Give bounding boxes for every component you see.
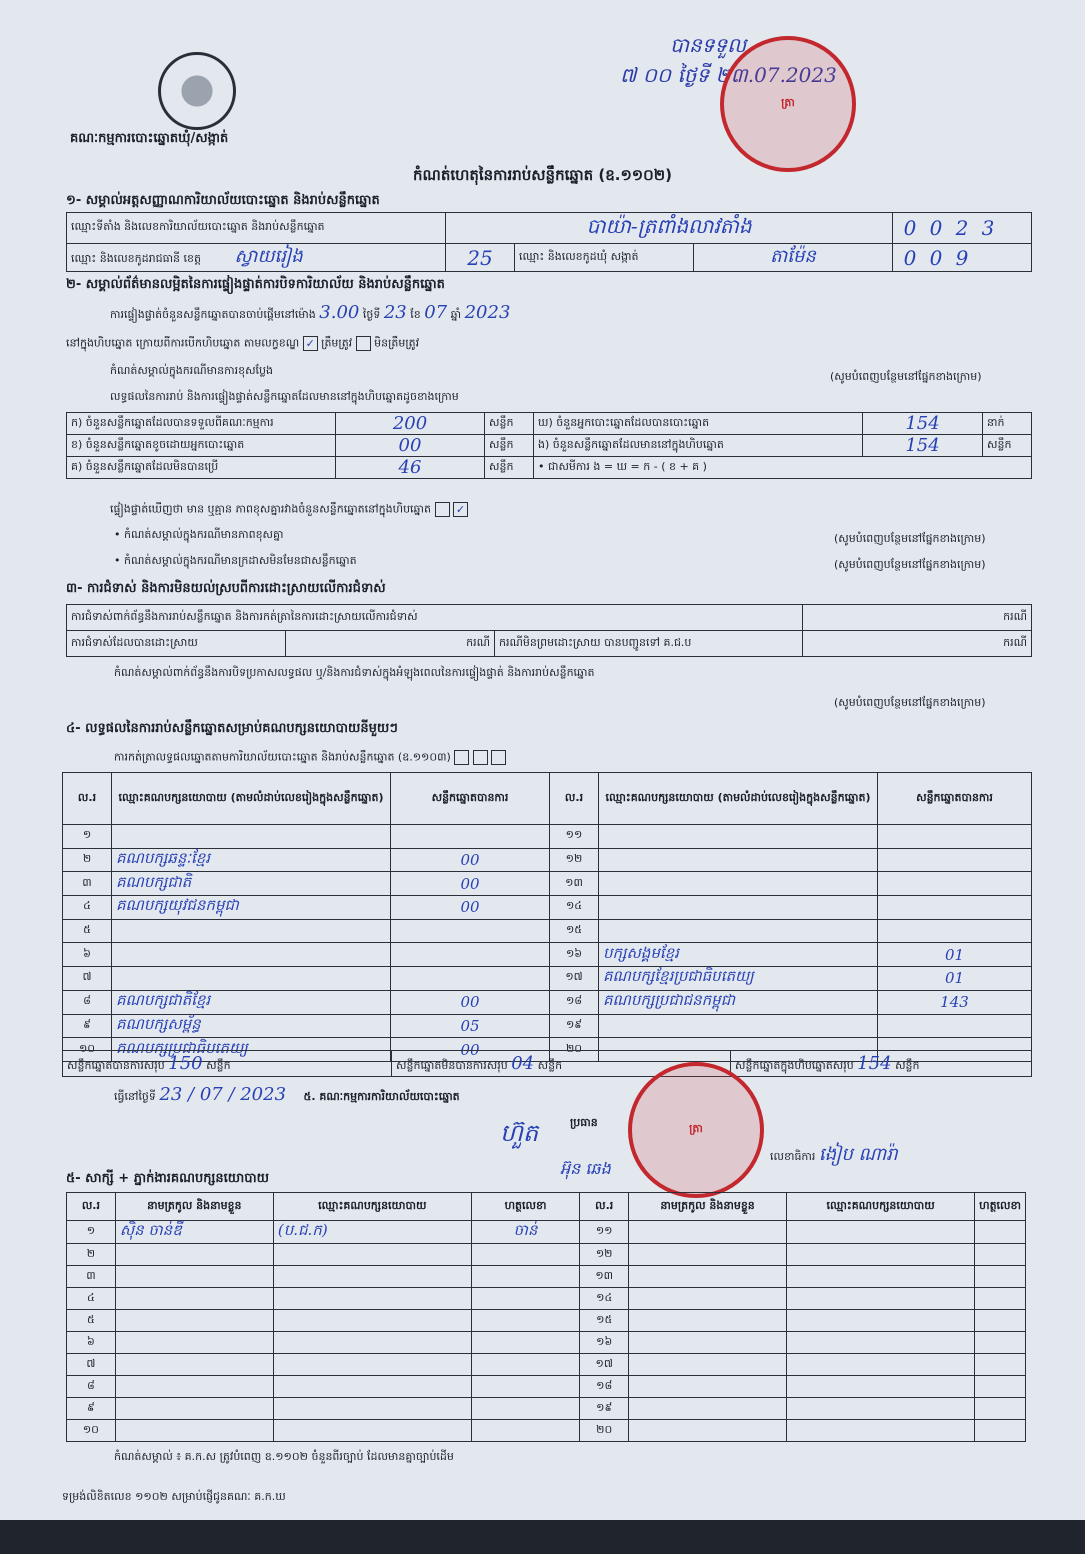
count-label: ក) ចំនួនសន្លឹកឆ្នោតដែលបានទទួលពីគណៈកម្មការ bbox=[67, 413, 336, 435]
witness-name bbox=[115, 1354, 273, 1376]
witness-no: ២ bbox=[67, 1244, 116, 1266]
copy-checkbox[interactable] bbox=[473, 750, 488, 765]
witness-name bbox=[115, 1332, 273, 1354]
witness-sign bbox=[471, 1420, 580, 1442]
witness-row bbox=[67, 1332, 1026, 1354]
witness-sign bbox=[975, 1266, 1026, 1288]
witness-sign bbox=[975, 1420, 1026, 1442]
witness-no: ១៣ bbox=[580, 1266, 629, 1288]
col-party: ឈ្មោះគណបក្សនយោបាយ (តាមលំដាប់លេខរៀងក្នុងសន្លឹកឆ្នោត) bbox=[599, 773, 878, 825]
witness-no: ១២ bbox=[580, 1244, 629, 1266]
case-unit: ករណី bbox=[803, 631, 1032, 657]
witness-no: ១៦ bbox=[580, 1332, 629, 1354]
count-value: 00 bbox=[336, 435, 485, 457]
station-digit: 0 bbox=[929, 216, 943, 240]
condition-text: នៅក្នុងហិបឆ្នោត ក្រោយពីការបើកហិបឆ្នោត តាមលក្ខខណ្ឌ bbox=[66, 336, 300, 350]
result-no: ៥ bbox=[63, 919, 112, 943]
witness-row bbox=[67, 1354, 1026, 1376]
count-value: 200 bbox=[336, 413, 485, 435]
witness-row bbox=[67, 1398, 1026, 1420]
province-value: ស្វាយរៀង bbox=[234, 246, 303, 267]
result-no: ១៤ bbox=[550, 896, 599, 920]
fill-hint: (សូមបំពេញបន្ថែមនៅផ្នែកខាងក្រោម) bbox=[834, 696, 986, 709]
witness-no: ១៨ bbox=[580, 1376, 629, 1398]
witness-name bbox=[629, 1420, 787, 1442]
bullet-paper: • កំណត់សម្គាល់ក្នុងករណីមានក្រដាសមិនមែនជាសន្លឹកឆ្នោត bbox=[114, 554, 357, 567]
invalid-total-value: 04 bbox=[511, 1052, 535, 1074]
witness-sign bbox=[471, 1332, 580, 1354]
totals-table bbox=[62, 1050, 1032, 1077]
box-total-value: 154 bbox=[857, 1052, 892, 1074]
result-party bbox=[599, 896, 878, 920]
result-no: ១៣ bbox=[550, 872, 599, 896]
count-unit: សន្លឹក bbox=[983, 435, 1032, 457]
col-name: នាមត្រកូល និងនាមខ្លួន bbox=[629, 1193, 787, 1221]
witness-party bbox=[787, 1288, 975, 1310]
start-time-label: ការផ្ទៀងផ្ទាត់ចំនួនសន្លឹកឆ្នោតបានចាប់ផ្ដើមនៅម៉ោង bbox=[110, 308, 316, 321]
copy-checkbox[interactable] bbox=[454, 750, 469, 765]
result-party: គណបក្សប្រជាធិបតេយ្យ bbox=[112, 1038, 391, 1062]
result-party bbox=[112, 943, 391, 967]
witness-party bbox=[787, 1332, 975, 1354]
objection-row1-label: ការជំទាស់ពាក់ព័ន្ធនឹងការរាប់សន្លឹកឆ្នោត និងការកត់ត្រានៃការដោះស្រាយលើការជំទាស់ bbox=[67, 605, 803, 631]
col-party: ឈ្មោះគណបក្សនយោបាយ bbox=[273, 1193, 471, 1221]
witness-no: ៣ bbox=[67, 1266, 116, 1288]
result-no: ៩ bbox=[63, 1014, 112, 1038]
total-unit: សន្លឹក bbox=[206, 1058, 231, 1072]
result-no: ១១ bbox=[550, 825, 599, 849]
witness-name bbox=[115, 1376, 273, 1398]
result-no: ២ bbox=[63, 848, 112, 872]
witness-party bbox=[787, 1266, 975, 1288]
witness-party bbox=[787, 1398, 975, 1420]
witness-no: ១១ bbox=[580, 1221, 629, 1244]
result-votes: 05 bbox=[391, 1014, 550, 1038]
result-no: ១២ bbox=[550, 848, 599, 872]
year-value: 2023 bbox=[464, 302, 511, 323]
witness-name bbox=[115, 1398, 273, 1420]
count-value: 46 bbox=[336, 457, 485, 479]
result-party: គណបក្សសម្ព័ន្ធ bbox=[112, 1014, 391, 1038]
issuing-body-name: គណៈកម្មការបោះឆ្នោតឃុំ/សង្កាត់ bbox=[70, 131, 229, 146]
section3-heading: ៣- ការជំទាស់ និងការមិនយល់ស្របពីការដោះស្រាយលើការជំទាស់ bbox=[66, 581, 386, 596]
witness-sign bbox=[471, 1310, 580, 1332]
results-row bbox=[63, 1014, 1032, 1038]
witness-sign bbox=[471, 1376, 580, 1398]
box-total bbox=[731, 1051, 1032, 1077]
witness-name bbox=[115, 1420, 273, 1442]
count-value: 154 bbox=[863, 413, 983, 435]
fill-hint: (សូមបំពេញបន្ថែមនៅផ្នែកខាងក្រោម) bbox=[834, 558, 986, 571]
result-party: គណបក្សខ្មែរប្រជាធិបតេយ្យ bbox=[599, 967, 878, 991]
objection-note: កំណត់សម្គាល់ពាក់ព័ន្ធនឹងការបិទប្រកាសលទ្ធផល ឬ/និងការជំទាស់ក្នុងអំឡុងពេលនៃការផ្ទៀងផ្ទាត់ និងការរាប់សន្លឹកឆ្នោត bbox=[114, 666, 595, 679]
results-row bbox=[63, 990, 1032, 1014]
bottom-note: ទម្រង់លិខិតលេខ ១១០២ សម្រាប់ផ្ញើជូនគណៈ គ.ក.ឃ bbox=[62, 1490, 286, 1503]
witness-header-row bbox=[67, 1193, 1026, 1221]
witness-sign bbox=[975, 1221, 1026, 1244]
month-value: 07 bbox=[424, 302, 448, 323]
witness-name bbox=[115, 1266, 273, 1288]
witness-sign bbox=[975, 1244, 1026, 1266]
witness-row bbox=[67, 1244, 1026, 1266]
count-unit: សន្លឹក bbox=[485, 435, 534, 457]
total-unit: សន្លឹក bbox=[895, 1058, 920, 1072]
section2-heading: ២- សម្គាល់ព័ត៌មានលម្អិតនៃការផ្ទៀងផ្ទាត់ការបិទការិយាល័យ និងរាប់សន្លឹកឆ្នោត bbox=[66, 277, 445, 292]
witness-no: ១៩ bbox=[580, 1398, 629, 1420]
count-row bbox=[67, 435, 1032, 457]
col-no: ល.រ bbox=[550, 773, 599, 825]
witness-party: (ប.ជ.ក) bbox=[273, 1221, 471, 1244]
witness-name bbox=[115, 1244, 273, 1266]
result-votes: 00 bbox=[391, 896, 550, 920]
witness-sign: ចាន់ bbox=[471, 1221, 580, 1244]
stamp-text: ត្រា bbox=[781, 96, 795, 109]
witness-table bbox=[66, 1192, 1026, 1442]
date-line bbox=[114, 1084, 460, 1106]
witness-name bbox=[629, 1354, 787, 1376]
result-no: ១៦ bbox=[550, 943, 599, 967]
result-party bbox=[112, 825, 391, 849]
secretary-signature: ងៀប ណារ៉ា bbox=[818, 1144, 898, 1165]
count-unit: នាក់ bbox=[983, 413, 1032, 435]
witness-party bbox=[787, 1376, 975, 1398]
chair-signature: ហ៊ួត bbox=[500, 1119, 539, 1147]
start-time-value: 3.00 bbox=[319, 302, 360, 323]
equation-text: • ជាសមីការ ង = ឃ = ក - ( ខ + គ ) bbox=[534, 457, 1032, 479]
month-label: ខែ bbox=[410, 308, 421, 321]
official-stamp-bottom bbox=[628, 1062, 764, 1198]
witness-party bbox=[787, 1354, 975, 1376]
results-header-row bbox=[63, 773, 1032, 825]
witness-row bbox=[67, 1420, 1026, 1442]
witness-sign bbox=[471, 1244, 580, 1266]
count-unit: សន្លឹក bbox=[485, 457, 534, 479]
result-votes: 01 bbox=[878, 967, 1032, 991]
col-votes: សន្លឹកឆ្នោតបានការ bbox=[878, 773, 1032, 825]
count-label: ង) ចំនួនសន្លឹកឆ្នោតដែលមាននៅក្នុងហិបឆ្នោត bbox=[534, 435, 863, 457]
col-no: ល.រ bbox=[67, 1193, 116, 1221]
col-sign: ហត្ថលេខា bbox=[471, 1193, 580, 1221]
result-votes: 143 bbox=[878, 990, 1032, 1014]
witness-row bbox=[67, 1310, 1026, 1332]
result-votes bbox=[878, 872, 1032, 896]
witness-party bbox=[273, 1376, 471, 1398]
case-unit: ករណី bbox=[803, 605, 1032, 631]
secretary-label: លេខាធិការ bbox=[770, 1150, 816, 1163]
secretary-line bbox=[770, 1142, 898, 1169]
results-table bbox=[62, 772, 1032, 1062]
correct-label: ត្រឹមត្រូវ bbox=[321, 336, 353, 350]
witness-sign bbox=[975, 1398, 1026, 1420]
witness-no: ១ bbox=[67, 1221, 116, 1244]
emblem-logo-icon bbox=[158, 52, 236, 130]
witness-name bbox=[629, 1398, 787, 1420]
witness-sign bbox=[471, 1354, 580, 1376]
count-value: 154 bbox=[863, 435, 983, 457]
witness-party bbox=[273, 1266, 471, 1288]
witness-sign bbox=[471, 1398, 580, 1420]
witness-no: ១៥ bbox=[580, 1310, 629, 1332]
receipt-time: ៧ ០០ ថ្ងៃទី ២៣.07.2023 bbox=[620, 63, 837, 87]
count-label: គ) ចំនួនសន្លឹកឆ្នោតដែលមិនបានប្រើ bbox=[67, 457, 336, 479]
section2-line2 bbox=[66, 336, 419, 353]
result-votes bbox=[878, 848, 1032, 872]
witness-party bbox=[273, 1354, 471, 1376]
witness-party bbox=[273, 1310, 471, 1332]
result-votes bbox=[878, 1014, 1032, 1038]
witness-no: ៦ bbox=[67, 1332, 116, 1354]
result-party: គណបក្សជាតិខ្មែរ bbox=[112, 990, 391, 1014]
discrepancy-note-label: កំណត់សម្គាល់ក្នុងករណីមានការខុសប្លែង bbox=[110, 364, 274, 377]
result-votes bbox=[391, 919, 550, 943]
col-no: ល.រ bbox=[63, 773, 112, 825]
section4-sub bbox=[114, 750, 506, 767]
results-row bbox=[63, 896, 1032, 920]
result-party bbox=[112, 967, 391, 991]
result-no: ១៥ bbox=[550, 919, 599, 943]
witness-no: ៧ bbox=[67, 1354, 116, 1376]
witness-party bbox=[273, 1244, 471, 1266]
result-votes bbox=[878, 919, 1032, 943]
witness-row bbox=[67, 1266, 1026, 1288]
col-votes: សន្លឹកឆ្នោតបានការ bbox=[391, 773, 550, 825]
col-party: ឈ្មោះគណបក្សនយោបាយ bbox=[787, 1193, 975, 1221]
results-row bbox=[63, 919, 1032, 943]
result-votes bbox=[391, 967, 550, 991]
member-signature: អ៊ុន ឆេង bbox=[560, 1159, 611, 1178]
box-total-label: សន្លឹកឆ្នោតក្នុងហិបឆ្នោតសរុប bbox=[735, 1058, 854, 1072]
date-label: ធ្វើនៅថ្ងៃទី bbox=[114, 1090, 156, 1103]
section2-line1 bbox=[110, 302, 1030, 324]
invalid-total-label: សន្លឹកឆ្នោតមិនបានការសរុប bbox=[396, 1058, 508, 1072]
result-party: បក្សសង្គមខ្មែរ bbox=[599, 943, 878, 967]
section5-heading: ៥- សាក្សី + ភ្នាក់ងារគណបក្សនយោបាយ bbox=[66, 1171, 269, 1186]
result-no: ៣ bbox=[63, 872, 112, 896]
result-party bbox=[599, 1014, 878, 1038]
resolved-label: ការជំទាស់ដែលបានដោះស្រាយ bbox=[67, 631, 286, 657]
results-intro: លទ្ធផលនៃការរាប់ និងការផ្ទៀងផ្ទាត់សន្លឹកឆ្នោតដែលមាននៅក្នុងហិបឆ្នោតដូចខាងក្រោម bbox=[110, 390, 459, 403]
witness-name bbox=[629, 1288, 787, 1310]
day-label: ថ្ងៃទី bbox=[362, 308, 381, 321]
result-party bbox=[112, 919, 391, 943]
correct-checkbox[interactable]: ✓ bbox=[303, 336, 318, 351]
result-votes bbox=[391, 943, 550, 967]
witness-party bbox=[787, 1310, 975, 1332]
commune-code bbox=[893, 244, 1032, 272]
results-row bbox=[63, 943, 1032, 967]
witness-party bbox=[273, 1420, 471, 1442]
commune-digit: 0 bbox=[903, 245, 917, 270]
witness-row bbox=[67, 1288, 1026, 1310]
results-row bbox=[63, 825, 1032, 849]
result-no: ១០ bbox=[63, 1038, 112, 1062]
scan-edge bbox=[0, 1520, 1085, 1554]
check-line bbox=[110, 502, 468, 519]
witness-party bbox=[273, 1398, 471, 1420]
result-no: ១ bbox=[63, 825, 112, 849]
province-label bbox=[67, 244, 446, 272]
witness-sign bbox=[975, 1288, 1026, 1310]
has-diff-checkbox[interactable] bbox=[435, 502, 450, 517]
witness-sign bbox=[975, 1310, 1026, 1332]
col-no: ល.រ bbox=[580, 1193, 629, 1221]
result-no: ៦ bbox=[63, 943, 112, 967]
result-no: ៨ bbox=[63, 990, 112, 1014]
section4-heading: ៤- លទ្ធផលនៃការរាប់សន្លឹកឆ្នោតសម្រាប់គណបក្សនយោបាយនីមួយៗ bbox=[66, 721, 398, 736]
result-votes: 00 bbox=[391, 848, 550, 872]
copy-checkbox[interactable] bbox=[491, 750, 506, 765]
province-code: 25 bbox=[446, 244, 515, 272]
result-votes: 00 bbox=[391, 872, 550, 896]
witness-no: ១៤ bbox=[580, 1288, 629, 1310]
witness-sign bbox=[471, 1288, 580, 1310]
case-unit: ករណី bbox=[286, 631, 495, 657]
witness-no: ៤ bbox=[67, 1288, 116, 1310]
date-value: 23 / 07 / 2023 bbox=[159, 1084, 287, 1105]
station-digit: 2 bbox=[955, 216, 969, 240]
incorrect-label: មិនត្រឹមត្រូវ bbox=[374, 336, 420, 350]
count-row bbox=[67, 457, 1032, 479]
result-votes: 01 bbox=[878, 943, 1032, 967]
check-line-text: ផ្ទៀងផ្ទាត់ឃើញថា មាន ឬគ្មាន ភាពខុសគ្នារវាងចំនួនសន្លឹកឆ្នោតនៅក្នុងហិបឆ្នោត bbox=[110, 502, 431, 516]
count-table bbox=[66, 412, 1032, 479]
section4-sub-text: ការកត់ត្រាលទ្ធផលឆ្នោតតាមការិយាល័យបោះឆ្នោត និងរាប់សន្លឹកឆ្នោត (ឧ.១១០៣) bbox=[114, 750, 451, 764]
witness-sign bbox=[975, 1376, 1026, 1398]
result-no: ១៨ bbox=[550, 990, 599, 1014]
result-no: ៧ bbox=[63, 967, 112, 991]
witness-name bbox=[629, 1332, 787, 1354]
witness-no: ២០ bbox=[580, 1420, 629, 1442]
objection-table bbox=[66, 604, 1032, 657]
station-number bbox=[893, 213, 1032, 244]
total-unit: សន្លឹក bbox=[537, 1058, 563, 1072]
commune-label: ឈ្មោះ និងលេខកូដឃុំ សង្កាត់ bbox=[515, 244, 694, 272]
official-stamp-top bbox=[720, 36, 856, 172]
day-value: 23 bbox=[383, 302, 407, 323]
location-value: បាយ៉ា-ត្រពាំងលាវតាំង bbox=[446, 213, 893, 244]
result-party bbox=[599, 825, 878, 849]
valid-total-label: សន្លឹកឆ្នោតបានការសរុប bbox=[67, 1058, 165, 1072]
fill-hint: (សូមបំពេញបន្ថែមនៅផ្នែកខាងក្រោម) bbox=[830, 370, 982, 383]
result-votes bbox=[391, 825, 550, 849]
form-title: កំណត់ហេតុនៃការរាប់សន្លឹកឆ្នោត (ឧ.១១០២) bbox=[412, 166, 672, 184]
witness-name bbox=[115, 1310, 273, 1332]
incorrect-checkbox[interactable] bbox=[356, 336, 371, 351]
witness-name bbox=[629, 1310, 787, 1332]
witness-row bbox=[67, 1221, 1026, 1244]
witness-name bbox=[629, 1221, 787, 1244]
stamp-text: ត្រា bbox=[689, 1122, 703, 1135]
year-label: ឆ្នាំ bbox=[450, 308, 462, 321]
station-digit: 0 bbox=[903, 216, 917, 240]
result-party bbox=[599, 848, 878, 872]
witness-party bbox=[273, 1288, 471, 1310]
bullet-diff: • កំណត់សម្គាល់ក្នុងករណីមានភាពខុសគ្នា bbox=[114, 528, 284, 541]
footnote: កំណត់សម្គាល់ ៖ គ.ក.ស ត្រូវបំពេញ ឧ.១១០២ ចំនួនពីរច្បាប់ ដែលមានគ្នាច្បាប់ដើម bbox=[114, 1450, 454, 1463]
count-row bbox=[67, 413, 1032, 435]
result-party: គណបក្សយុវជនកម្ពុជា bbox=[112, 896, 391, 920]
result-party: គណបក្សជាតិ bbox=[112, 872, 391, 896]
witness-party bbox=[787, 1244, 975, 1266]
witness-sign bbox=[975, 1332, 1026, 1354]
col-sign: ហត្ថលេខា bbox=[975, 1193, 1026, 1221]
result-votes: 00 bbox=[391, 990, 550, 1014]
witness-party bbox=[273, 1332, 471, 1354]
committee-label: ៥. គណៈកម្មការការិយាល័យបោះឆ្នោត bbox=[303, 1090, 460, 1103]
witness-name: ស៊ិន ចាន់ឌី bbox=[115, 1221, 273, 1244]
witness-party bbox=[787, 1221, 975, 1244]
fill-hint: (សូមបំពេញបន្ថែមនៅផ្នែកខាងក្រោម) bbox=[834, 532, 986, 545]
results-row bbox=[63, 872, 1032, 896]
valid-total-value: 150 bbox=[168, 1052, 203, 1074]
location-label: ឈ្មោះទីតាំង និងលេខការិយាល័យបោះឆ្នោត និងរាប់សន្លឹកឆ្នោត bbox=[67, 213, 446, 244]
witness-no: ៨ bbox=[67, 1376, 116, 1398]
chair-label: ប្រធាន bbox=[570, 1116, 598, 1129]
result-no: ៤ bbox=[63, 896, 112, 920]
witness-sign bbox=[471, 1266, 580, 1288]
receipt-label: បានទទួល bbox=[670, 33, 747, 57]
result-no: ១៩ bbox=[550, 1014, 599, 1038]
witness-no: ៩ bbox=[67, 1398, 116, 1420]
count-unit: សន្លឹក bbox=[485, 413, 534, 435]
results-row bbox=[63, 967, 1032, 991]
result-no: ១៧ bbox=[550, 967, 599, 991]
witness-name bbox=[629, 1244, 787, 1266]
forwarded-label: ករណីមិនព្រមដោះស្រាយ បានបញ្ជូនទៅ គ.ជ.ប bbox=[495, 631, 803, 657]
result-votes bbox=[878, 896, 1032, 920]
count-label: ខ) ចំនួនសន្លឹកឆ្នោតខូចដោយអ្នកបោះឆ្នោត bbox=[67, 435, 336, 457]
witness-name bbox=[629, 1266, 787, 1288]
result-party: គណបក្សឆន្ទៈខ្មែរ bbox=[112, 848, 391, 872]
witness-name bbox=[629, 1376, 787, 1398]
no-diff-checkbox[interactable]: ✓ bbox=[453, 502, 468, 517]
witness-no: ៥ bbox=[67, 1310, 116, 1332]
station-digit: 3 bbox=[981, 216, 995, 240]
commune-digit: 9 bbox=[955, 245, 969, 270]
result-party bbox=[599, 919, 878, 943]
witness-no: ១៧ bbox=[580, 1354, 629, 1376]
col-name: នាមត្រកូល និងនាមខ្លួន bbox=[115, 1193, 273, 1221]
result-votes bbox=[878, 825, 1032, 849]
result-votes: 00 bbox=[391, 1038, 550, 1062]
witness-sign bbox=[975, 1354, 1026, 1376]
result-no: ២០ bbox=[550, 1038, 599, 1062]
valid-total bbox=[63, 1051, 392, 1077]
witness-no: ១០ bbox=[67, 1420, 116, 1442]
commune-digit: 0 bbox=[929, 245, 943, 270]
count-label: ឃ) ចំនួនអ្នកបោះឆ្នោតដែលបានបោះឆ្នោត bbox=[534, 413, 863, 435]
section1-heading: ១- សម្គាល់អត្តសញ្ញាណការិយាល័យបោះឆ្នោត និងរាប់សន្លឹកឆ្នោត bbox=[66, 193, 380, 208]
col-party: ឈ្មោះគណបក្សនយោបាយ (តាមលំដាប់លេខរៀងក្នុងសន្លឹកឆ្នោត) bbox=[112, 773, 391, 825]
witness-row bbox=[67, 1376, 1026, 1398]
results-row bbox=[63, 848, 1032, 872]
result-party: គណបក្សប្រជាជនកម្ពុជា bbox=[599, 990, 878, 1014]
witness-name bbox=[115, 1288, 273, 1310]
commune-value: តាម៉ែន bbox=[694, 244, 893, 272]
witness-party bbox=[787, 1420, 975, 1442]
result-party bbox=[599, 872, 878, 896]
province-label-text: ឈ្មោះ និងលេខកូដរាជធានី ខេត្ត bbox=[71, 252, 201, 265]
section1-table bbox=[66, 212, 1032, 272]
